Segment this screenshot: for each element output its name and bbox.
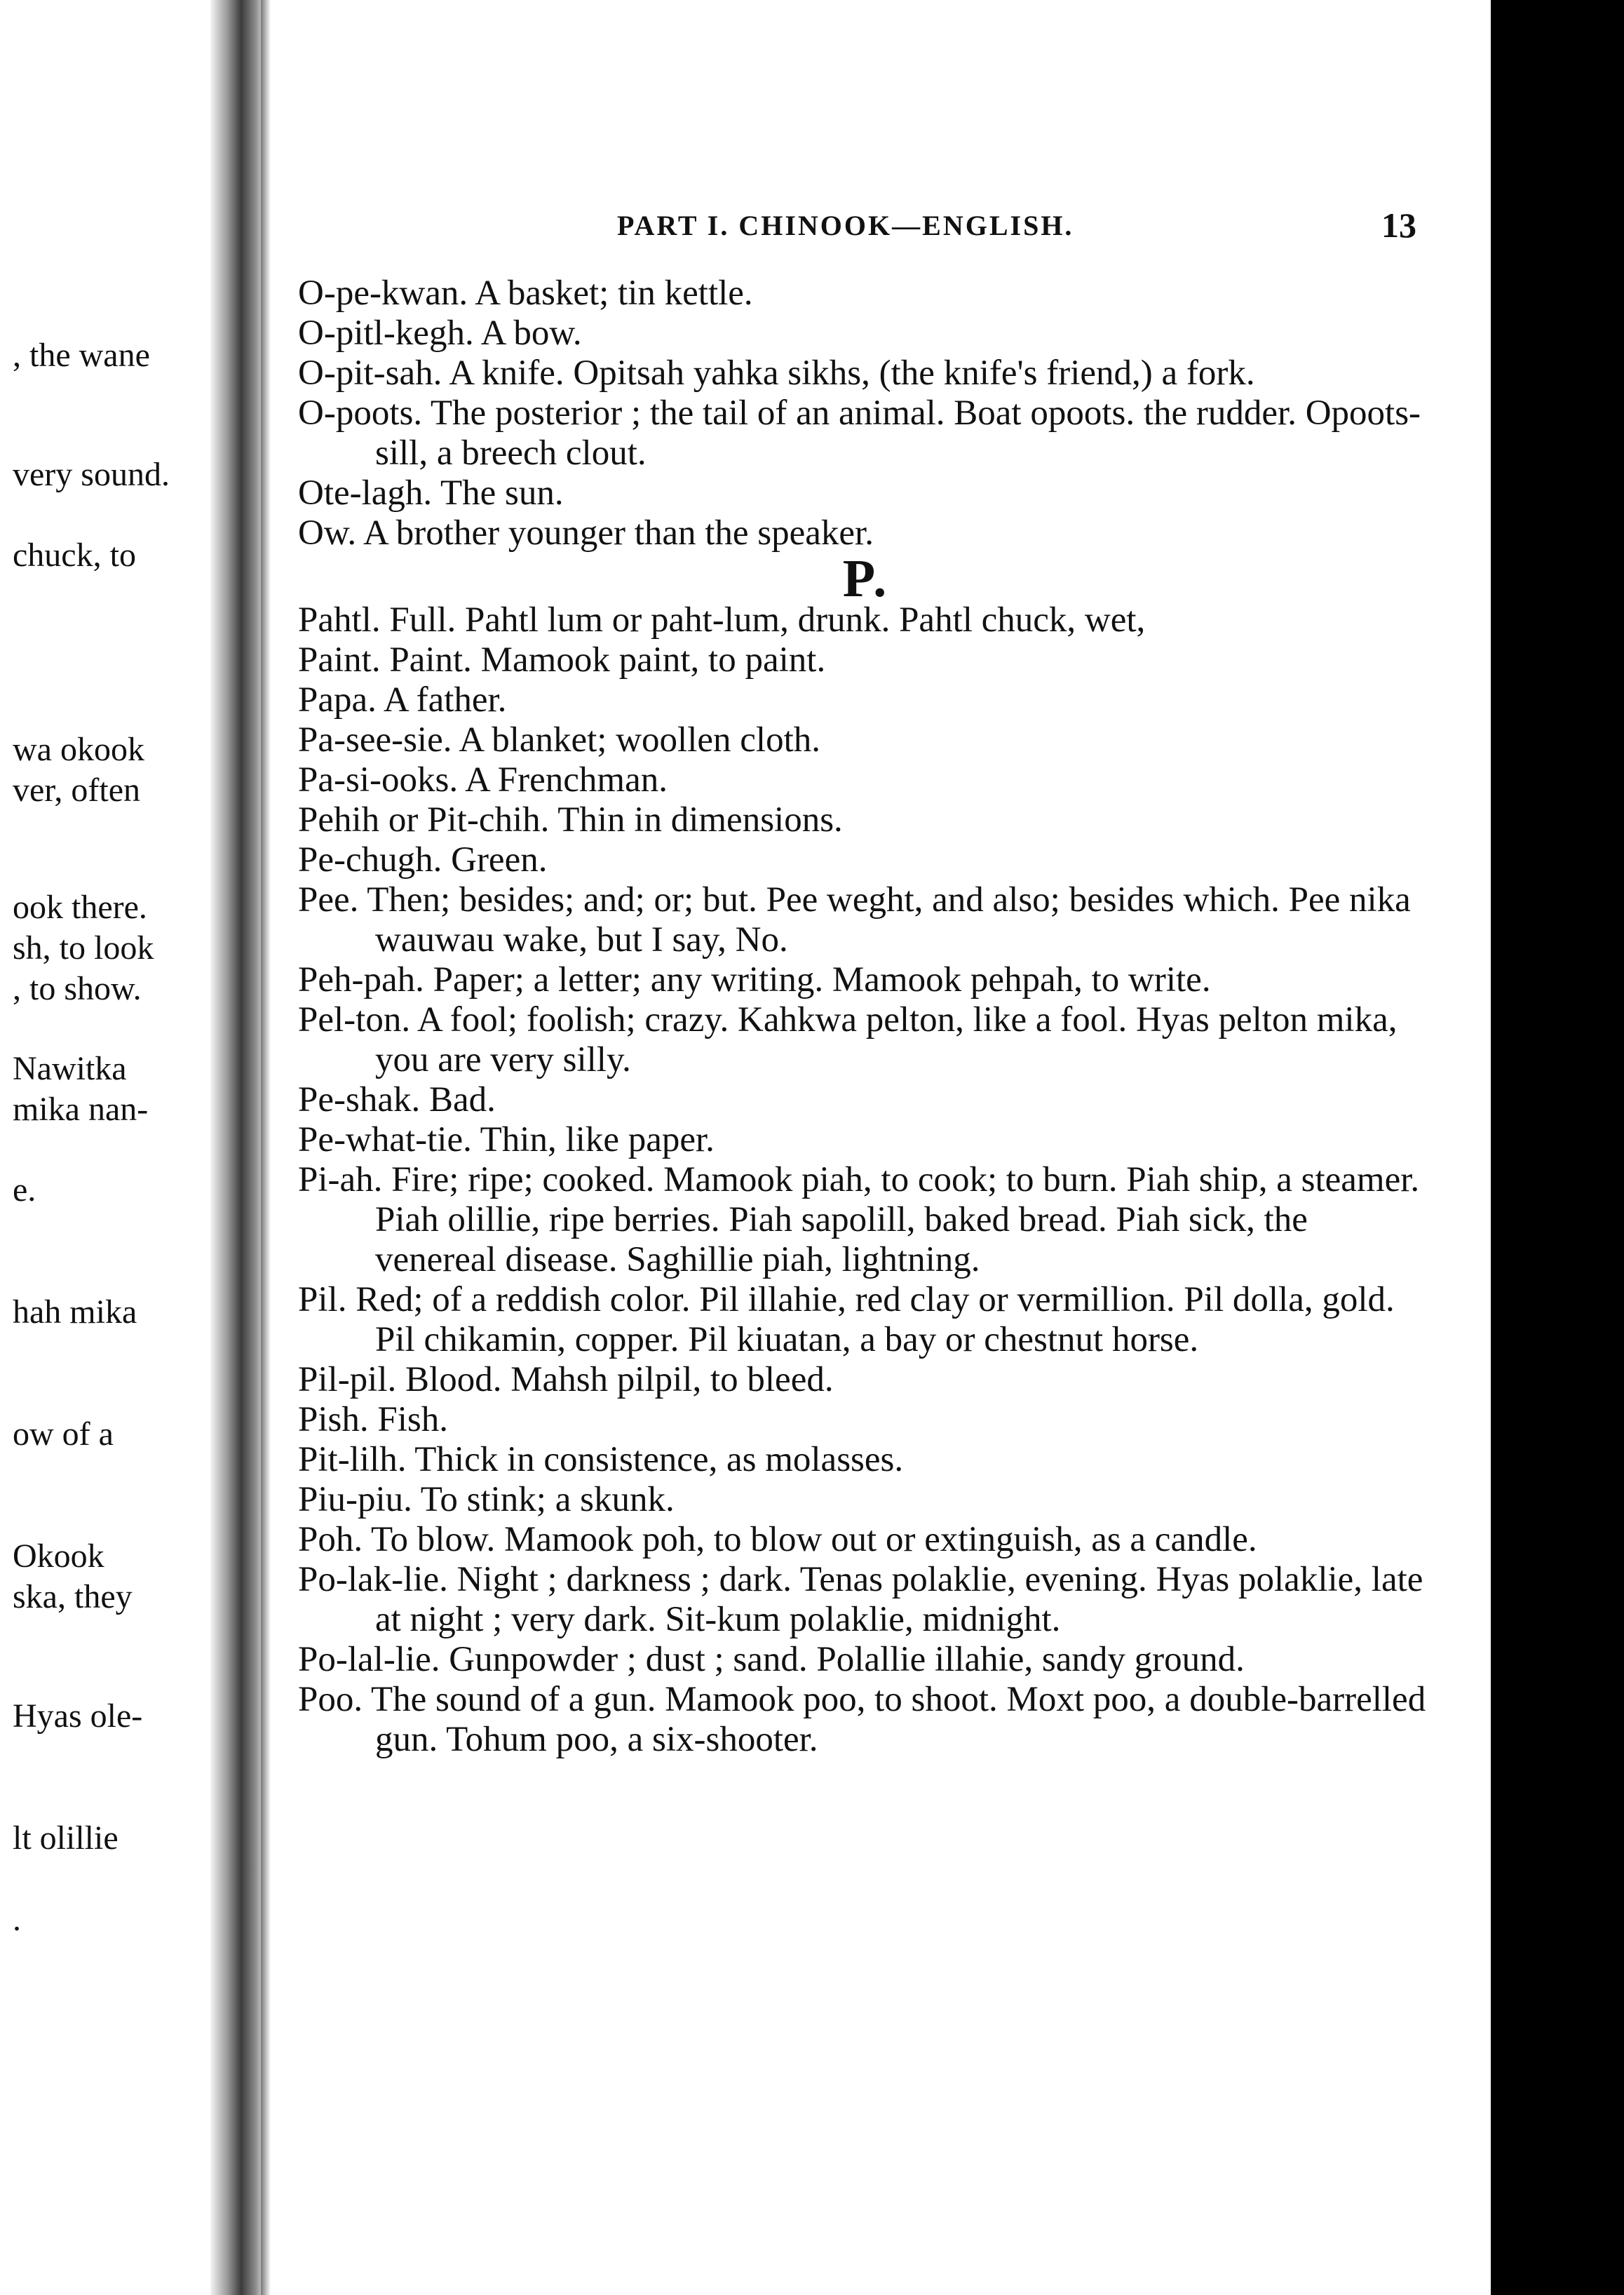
dictionary-entry: Pe-shak. Bad. bbox=[298, 1080, 496, 1119]
left-fragment: ver, often bbox=[13, 772, 140, 809]
dictionary-entry: Pehih or Pit-chih. Thin in dimensions. bbox=[298, 800, 843, 840]
left-fragment: , the wane bbox=[13, 337, 150, 374]
dictionary-entry: O-pit-sah. A knife. Opitsah yahka sikhs, (the knife's friend,) a fork. bbox=[298, 354, 1255, 393]
dictionary-entry: Poh. To blow. Mamook poh, to blow out or extinguish, as a candle. bbox=[298, 1520, 1257, 1559]
section-letter: P. bbox=[842, 549, 890, 608]
dictionary-entry: Papa. A father. bbox=[298, 680, 507, 720]
dictionary-entry: O-pitl-kegh. A bow. bbox=[298, 314, 582, 353]
dictionary-entry: Paint. Paint. Mamook paint, to paint. bbox=[298, 640, 826, 680]
left-fragment: sh, to look bbox=[13, 929, 154, 967]
dictionary-entry: Pahtl. Full. Pahtl lum or paht-lum, drunk. Pahtl chuck, wet, bbox=[298, 600, 1146, 640]
left-fragment: Okook bbox=[13, 1537, 104, 1575]
left-fragment: e. bbox=[13, 1171, 36, 1209]
left-fragment: ook there. bbox=[13, 889, 147, 926]
dictionary-entry: Pi-ah. Fire; ripe; cooked. Mamook piah, to cook; to burn. Piah ship, a steamer. Piah olillie, ripe berries. Piah sapolill, baked bread. Piah sick, the venereal disease. Saghillie piah, lightning. bbox=[298, 1160, 1420, 1279]
dictionary-entry: Ow. A brother younger than the speaker. bbox=[298, 513, 874, 553]
left-fragment: . bbox=[13, 1901, 21, 1938]
dictionary-entry: O-pe-kwan. A basket; tin kettle. bbox=[298, 274, 753, 313]
dictionary-entry: Pe-what-tie. Thin, like paper. bbox=[298, 1120, 715, 1159]
page-header bbox=[351, 206, 1416, 251]
left-fragment: ow of a bbox=[13, 1415, 114, 1453]
dictionary-entries bbox=[298, 274, 1434, 1760]
left-fragment: mika nan- bbox=[13, 1091, 149, 1128]
left-fragment: ska, they bbox=[13, 1578, 133, 1615]
left-fragment: hah mika bbox=[13, 1293, 137, 1331]
dictionary-entry: Pa-see-sie. A blanket; woollen cloth. bbox=[298, 720, 821, 760]
dictionary-entry: Po-lak-lie. Night ; darkness ; dark. Tenas polaklie, evening. Hyas polaklie, late at night ; very dark. Sit-kum polaklie, midnight. bbox=[298, 1560, 1423, 1639]
left-fragment: lt olillie bbox=[13, 1819, 119, 1857]
dictionary-entry: Pil-pil. Blood. Mahsh pilpil, to bleed. bbox=[298, 1360, 834, 1399]
dictionary-entry: Peh-pah. Paper; a letter; any writing. Mamook pehpah, to write. bbox=[298, 960, 1211, 1000]
dictionary-entry: Pe-chugh. Green. bbox=[298, 840, 548, 880]
dictionary-entry: Ote-lagh. The sun. bbox=[298, 473, 564, 513]
left-fragment: very sound. bbox=[13, 456, 170, 493]
dictionary-entry: Pee. Then; besides; and; or; but. Pee weght, and also; besides which. Pee nika wauwau wake, but I say, No. bbox=[298, 880, 1411, 960]
page-number: 13 bbox=[1381, 206, 1416, 245]
left-fragment: chuck, to bbox=[13, 537, 136, 574]
running-head: PART I. CHINOOK—ENGLISH. bbox=[617, 210, 1074, 241]
left-fragment: Nawitka bbox=[13, 1050, 127, 1087]
dictionary-entry: Pish. Fish. bbox=[298, 1400, 449, 1439]
left-fragment: wa okook bbox=[13, 731, 144, 768]
dictionary-entry: O-poots. The posterior ; the tail of an animal. Boat opoots. the rudder. Opoots-sill, a breech clout. bbox=[298, 393, 1421, 473]
book-gutter bbox=[210, 0, 266, 2295]
left-fragment: Hyas ole- bbox=[13, 1697, 143, 1735]
dictionary-entry: Po-lal-lie. Gunpowder ; dust ; sand. Polallie illahie, sandy ground. bbox=[298, 1640, 1245, 1679]
dictionary-entry: Pil. Red; of a reddish color. Pil illahie, red clay or vermillion. Pil dolla, gold. Pil chikamin, copper. Pil kiuatan, a bay or chestnut horse. bbox=[298, 1280, 1395, 1359]
dictionary-entry: Piu-piu. To stink; a skunk. bbox=[298, 1480, 675, 1519]
dictionary-entry: Pit-lilh. Thick in consistence, as molasses. bbox=[298, 1440, 904, 1479]
left-fragment: , to show. bbox=[13, 970, 142, 1007]
scan-border bbox=[1491, 0, 1624, 2295]
gutter-edge bbox=[261, 0, 271, 2295]
dictionary-entry: Pel-ton. A fool; foolish; crazy. Kahkwa pelton, like a fool. Hyas pelton mika, you are very silly. bbox=[298, 1000, 1398, 1079]
dictionary-entry: Pa-si-ooks. A Frenchman. bbox=[298, 760, 668, 800]
dictionary-entry: Poo. The sound of a gun. Mamook poo, to shoot. Moxt poo, a double-barrelled gun. Tohum poo, a six-shooter. bbox=[298, 1680, 1426, 1759]
left-facing-page bbox=[0, 0, 210, 2295]
